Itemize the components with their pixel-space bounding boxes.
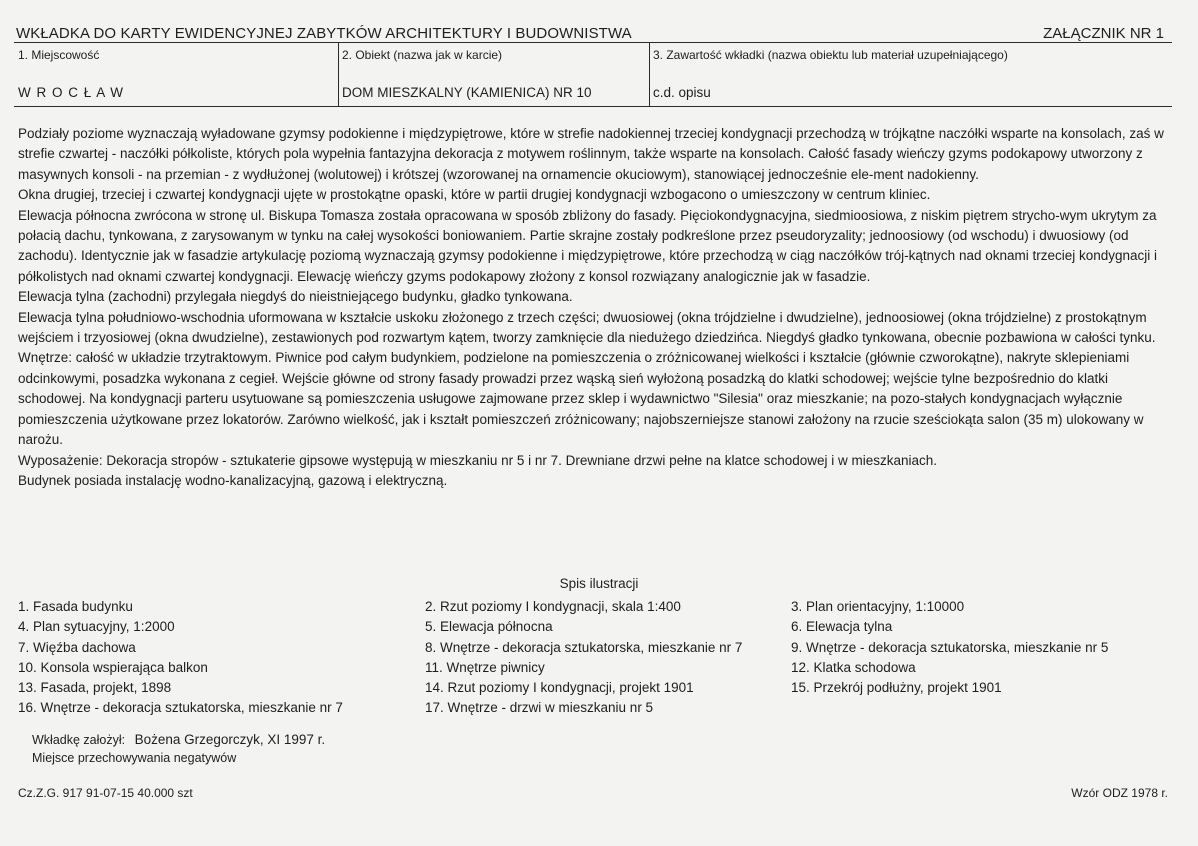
field-locality: [14, 42, 338, 106]
list-item: 6. Elewacja tylna: [791, 619, 893, 635]
list-item: 12. Klatka schodowa: [791, 659, 916, 675]
paragraph: Elewacja tylna (zachodni) przylegała niegdyś do nieistniejącego budynku, gładko tynkowana.: [18, 289, 573, 305]
illustrations-column-1: [18, 597, 343, 719]
author-value: Bożena Grzegorczyk, XI 1997 r.: [134, 732, 326, 747]
list-item: 2. Rzut poziomy I kondygnacji, skala 1:400: [425, 599, 681, 614]
list-item: 3. Plan orientacyjny, 1:10000: [791, 599, 965, 614]
field-contents-label: 3. Zawartość wkładki (nazwa obiektu lub materiał uzupełniającego): [653, 48, 1008, 62]
list-item: 10. Konsola wspierająca balkon: [18, 659, 208, 675]
paragraph: Wyposażenie: Dekoracja stropów - sztukaterie gipsowe występują w mieszkaniu nr 5 i nr 7. Drewniane drzwi pełne na klatce schodowej i w mieszkaniach.: [18, 452, 938, 468]
fields-bottom-rule: [14, 106, 1172, 107]
illustrations-column-2: [425, 597, 742, 719]
annex-number: ZAŁĄCZNIK NR 1: [1043, 25, 1164, 42]
paragraph: Podziały poziome wyznaczają wyładowane gzymsy podokienne i międzypiętrowe, które w strefie nadokiennej trzeciej kondygnacji przechodzą w trójkątne naczółki wsparte na konsolach, zaś w strefie czwartej - naczółki półkoliste, których pola wypełnia fantazyjna dekoracja z motywem roślinnym, także wsparte na konsolach. Całość fasady wieńczy gzyms podokapowy utworzony z masywnych konsoli - na przemian - z wydłużonej (wolutowej) i krótszej (wzorowanej na ornamencie okuciowym), stanowiącej jednocześnie ele-ment nadokienny.: [18, 126, 1164, 182]
list-item: 4. Plan sytuacyjny, 1:2000: [18, 619, 175, 635]
list-item: 9. Wnętrze - dekoracja sztukatorska, mieszkanie nr 5: [791, 639, 1109, 655]
paragraph: Elewacja tylna południowo-wschodnia uformowana w kształcie uskoku złożonego z trzech części; dwuosiowej (okna trójdzielne i dwudzielne), jednoosiowej (okna trójdzielne) z prostokątnym wejściem i trzyosiowej (okna dwudzielne), zestawionych pod rozwartym kątem, tworzy zamknięcie dla niedużego dziedzińca. Niegdyś gładko tynkowana, obecnie pozbawiona w całości tynku.: [18, 309, 1156, 346]
field-contents-value: c.d. opisu: [653, 85, 711, 100]
list-item: 7. Więźba dachowa: [18, 639, 136, 655]
field-locality-label: 1. Miejscowość: [18, 48, 100, 62]
illustrations-heading: Spis ilustracji: [559, 576, 639, 591]
list-item: 16. Wnętrze - dekoracja sztukatorska, mieszkanie nr 7: [18, 700, 343, 716]
description-text: [18, 124, 1168, 491]
list-item: 14. Rzut poziomy I kondygnacji, projekt 1901: [425, 680, 694, 696]
title-row: [14, 10, 1172, 42]
illustrations-column-3: [791, 597, 1108, 698]
list-item: 5. Elewacja północna: [425, 619, 553, 635]
field-locality-value: W R O C Ł A W: [18, 85, 125, 100]
field-object-value: DOM MIESZKALNY (KAMIENICA) NR 10: [342, 85, 592, 100]
author-block: [32, 731, 325, 767]
paragraph: Budynek posiada instalację wodno-kanalizacyjną, gazową i elektryczną.: [18, 472, 448, 488]
field-object: [338, 42, 649, 106]
field-contents: [649, 42, 1172, 106]
author-line: [32, 731, 325, 749]
header-fields: [14, 42, 1172, 106]
paragraph: Elewacja północna zwrócona w stronę ul. Biskupa Tomasza została opracowana w sposób zbliżony do fasady. Pięciokondygnacyjna, siedmioosiowa, z niskim piętrem strycho-wym ukrytym za połacią dachu, tynkowana, z zarysowanym w tynku na całej wysokości boniowaniem. Partie skrajne zostały podkreślone przez pseudoryzality; jednoosiowy (od wschodu) i dwuosiowy (od zachodu). Identycznie jak w fasadzie artykulację poziomą wyznaczają gzymsy podokienne i międzypiętrowe, które przechodzą w ciąg naczółków trój-kątnych nad oknami trzeciej kondygnacji i półkolistych nad oknami czwartej kondygnacji. Elewację wieńczy gzyms podokapowy złożony z konsol rozwiązany analogicznie jak w fasadzie.: [18, 207, 1158, 284]
paragraph: Okna drugiej, trzeciej i czwartej kondygnacji ujęte w prostokątne opaski, które w partii drugiej kondygnacji wzbogacono o umieszczony w centrum kliniec.: [18, 187, 931, 203]
print-code: Cz.Z.G. 917 91-07-15 40.000 szt: [18, 786, 193, 800]
paragraph: Wnętrze: całość w układzie trzytraktowym. Piwnice pod całym budynkiem, podzielone na pomieszczenia o zróżnicowanej wielkości i kształcie (głównie czworokątne), nakryte sklepieniami odcinkowymi, posadzka wykonana z cegieł. Wejście główne od strony fasady prowadzi przez wąską sień wyłożoną posadzką do klatki schodowej; wejście tylne bezpośrednio do klatki schodowej. Na kondygnacji parteru usytuowane są pomieszczenia usługowe zajmowane przez sklep i wydawnictwo "Silesia" oraz mieszkanie; na pozo-stałych kondygnacjach wyłącznie pomieszczenia użytkowane przez lokatorów. Zarówno wielkość, jak i kształt pomieszczeń zróżnicowany; najobszerniejsze stanowi założony na rzucie sześciokąta salon (35 m) ulokowany w narożu.: [18, 350, 1144, 448]
list-item: 8. Wnętrze - dekoracja sztukatorska, mieszkanie nr 7: [425, 639, 743, 655]
list-item: 11. Wnętrze piwnicy: [425, 659, 545, 675]
list-item: 1. Fasada budynku: [18, 599, 133, 614]
author-label: Wkładkę założył:: [32, 733, 126, 747]
form-header: [14, 10, 1172, 106]
form-title: WKŁADKA DO KARTY EWIDENCYJNEJ ZABYTKÓW ARCHITEKTURY I BUDOWNISTWA: [16, 25, 632, 42]
list-item: 13. Fasada, projekt, 1898: [18, 680, 172, 696]
list-item: 17. Wnętrze - drzwi w mieszkaniu nr 5: [425, 700, 654, 716]
field-object-label: 2. Obiekt (nazwa jak w karcie): [342, 48, 503, 62]
negatives-location-label: Miejsce przechowywania negatywów: [32, 751, 237, 765]
list-item: 15. Przekrój podłużny, projekt 1901: [791, 680, 1002, 696]
form-code: Wzór ODZ 1978 r.: [1071, 786, 1168, 800]
